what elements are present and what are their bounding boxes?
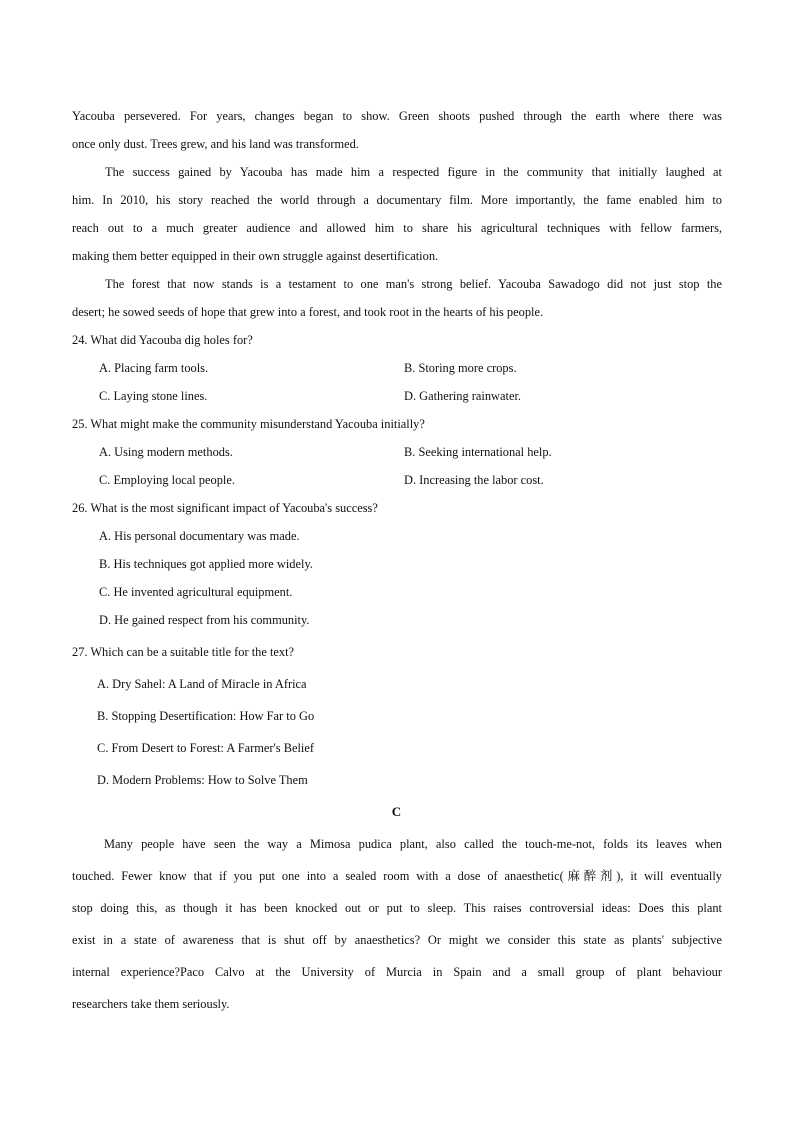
passage-line: Many people have seen the way a Mimosa pudica plant, also called the touch-me-not, folds its leaves when — [104, 837, 722, 851]
answer-option[interactable]: C. Laying stone lines. — [99, 389, 208, 403]
question-stem: 25. What might make the community misunderstand Yacouba initially? — [72, 417, 425, 431]
passage-line: stop doing this, as though it has been knocked out or put to sleep. This raises controversial ideas: Does this plant — [72, 901, 722, 915]
passage-line: making them better equipped in their own struggle against desertification. — [72, 249, 439, 263]
answer-option[interactable]: D. He gained respect from his community. — [99, 613, 310, 627]
question-stem: 27. Which can be a suitable title for the text? — [72, 645, 295, 659]
answer-option[interactable]: C. Employing local people. — [99, 473, 235, 487]
answer-option[interactable]: D. Modern Problems: How to Solve Them — [97, 773, 308, 787]
answer-option[interactable]: D. Gathering rainwater. — [404, 389, 521, 403]
answer-option[interactable]: C. From Desert to Forest: A Farmer's Belief — [97, 741, 314, 755]
passage-line: desert; he sowed seeds of hope that grew into a forest, and took root in the hearts of his people. — [72, 305, 544, 319]
passage-line: internal experience?Paco Calvo at the University of Murcia in Spain and a small group of plant behaviour — [72, 965, 722, 979]
passage-line: The success gained by Yacouba has made him a respected figure in the community that initially laughed at — [105, 165, 722, 179]
passage-line: once only dust. Trees grew, and his land was transformed. — [72, 137, 359, 151]
answer-option[interactable]: A. Dry Sahel: A Land of Miracle in Africa — [97, 677, 307, 691]
passage-line: touched. Fewer know that if you put one into a sealed room with a dose of anaesthetic(麻醉剂), it will eventually — [72, 869, 722, 883]
answer-option[interactable]: B. His techniques got applied more widely. — [99, 557, 313, 571]
question-stem: 26. What is the most significant impact of Yacouba's success? — [72, 501, 378, 515]
answer-option[interactable]: B. Storing more crops. — [404, 361, 517, 375]
answer-option[interactable]: A. Placing farm tools. — [99, 361, 209, 375]
passage-line: Yacouba persevered. For years, changes began to show. Green shoots pushed through the earth where there was — [72, 109, 722, 123]
question-stem: 24. What did Yacouba dig holes for? — [72, 333, 253, 347]
passage-line: exist in a state of awareness that is shut off by anaesthetics? Or might we consider this state as plants' subjective — [72, 933, 722, 947]
answer-option[interactable]: D. Increasing the labor cost. — [404, 473, 544, 487]
passage-line: The forest that now stands is a testament to one man's strong belief. Yacouba Sawadogo did not just stop the — [105, 277, 722, 291]
passage-line: him. In 2010, his story reached the world through a documentary film. More importantly, the fame enabled him to — [72, 193, 722, 207]
answer-option[interactable]: A. His personal documentary was made. — [99, 529, 300, 543]
passage-line: researchers take them seriously. — [72, 997, 230, 1011]
section-heading: C — [391, 804, 402, 819]
answer-option[interactable]: C. He invented agricultural equipment. — [99, 585, 293, 599]
passage-line: reach out to a much greater audience and allowed him to share his agricultural techniques with fellow farmers, — [72, 221, 722, 235]
answer-option[interactable]: A. Using modern methods. — [99, 445, 233, 459]
answer-option[interactable]: B. Stopping Desertification: How Far to Go — [97, 709, 315, 723]
answer-option[interactable]: B. Seeking international help. — [404, 445, 552, 459]
